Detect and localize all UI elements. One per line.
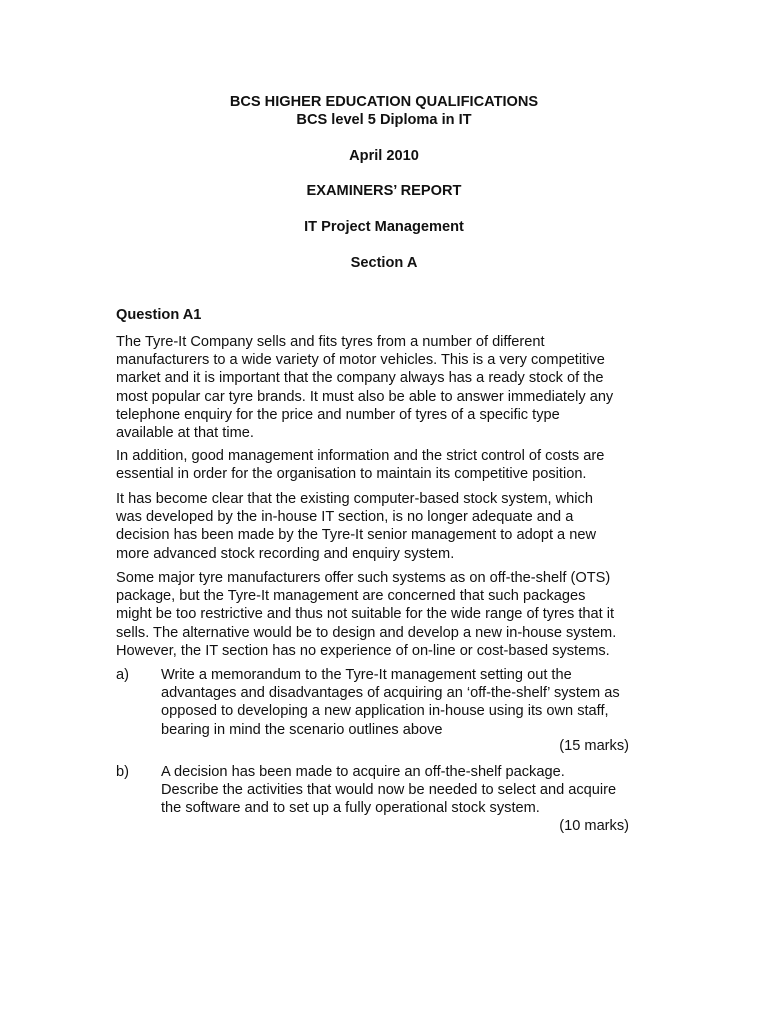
qualification-heading: BCS HIGHER EDUCATION QUALIFICATIONS <box>229 94 539 110</box>
part-a-marks: (15 marks) <box>559 738 629 754</box>
paragraph-line: decision has been made by the Tyre-It senior management to adopt a new <box>116 527 596 544</box>
paragraph-line: essential in order for the organisation to maintain its competitive position. <box>116 466 587 483</box>
subject-title: IT Project Management <box>304 219 464 235</box>
paragraph-line: manufacturers to a wide variety of motor vehicles. This is a very competitive <box>116 352 605 369</box>
part-line: the software and to set up a fully operational stock system. <box>161 800 540 817</box>
section-title: Section A <box>350 255 418 271</box>
scenario-paragraph-3 <box>116 490 646 563</box>
question-title: Question A1 <box>116 307 202 323</box>
exam-date: April 2010 <box>349 148 419 164</box>
part-line: bearing in mind the scenario outlines above <box>161 721 443 738</box>
paragraph-line: sells. The alternative would be to design and develop a new in-house system. <box>116 624 617 641</box>
part-b-marks: (10 marks) <box>559 818 629 834</box>
paragraph-line: available at that time. <box>116 425 254 442</box>
paragraph-line: Some major tyre manufacturers offer such systems as on off-the-shelf (OTS) <box>116 570 611 586</box>
part-line: A decision has been made to acquire an off-the-shelf package. <box>161 764 565 780</box>
part-line: advantages and disadvantages of acquiring an ‘off-the-shelf’ system as <box>161 685 620 702</box>
part-label: a) <box>116 667 129 683</box>
paragraph-line: However, the IT section has no experience of on-line or cost-based systems. <box>116 642 610 659</box>
paragraph-line: was developed by the in-house IT section, is no longer adequate and a <box>116 509 574 526</box>
part-line: Describe the activities that would now be needed to select and acquire <box>161 782 617 799</box>
part-label: b) <box>116 764 129 780</box>
part-line: opposed to developing a new application in-house using its own staff, <box>161 703 609 720</box>
paragraph-line: The Tyre-It Company sells and fits tyres from a number of different <box>116 334 545 350</box>
paragraph-line: telephone enquiry for the price and number of tyres of a specific type <box>116 406 560 423</box>
paragraph-line: It has become clear that the existing computer-based stock system, which <box>116 491 593 507</box>
paragraph-line: most popular car tyre brands. It must also be able to answer immediately any <box>116 388 614 405</box>
paragraph-line: market and it is important that the company always has a ready stock of the <box>116 370 604 387</box>
part-line: Write a memorandum to the Tyre-It management setting out the <box>161 667 572 683</box>
paragraph-line: package, but the Tyre-It management are concerned that such packages <box>116 588 586 605</box>
paragraph-line: In addition, good management information and the strict control of costs are <box>116 448 605 464</box>
scenario-paragraph-1 <box>116 333 646 442</box>
diploma-heading: BCS level 5 Diploma in IT <box>296 112 472 128</box>
part-text <box>161 666 651 739</box>
scenario-paragraph-2 <box>116 447 646 483</box>
part-text <box>161 763 651 818</box>
paragraph-line: more advanced stock recording and enquiry system. <box>116 545 455 562</box>
scenario-paragraph-4 <box>116 569 646 660</box>
report-title: EXAMINERS’ REPORT <box>306 183 462 199</box>
paragraph-line: might be too restrictive and thus not suitable for the wide range of tyres that it <box>116 606 615 623</box>
